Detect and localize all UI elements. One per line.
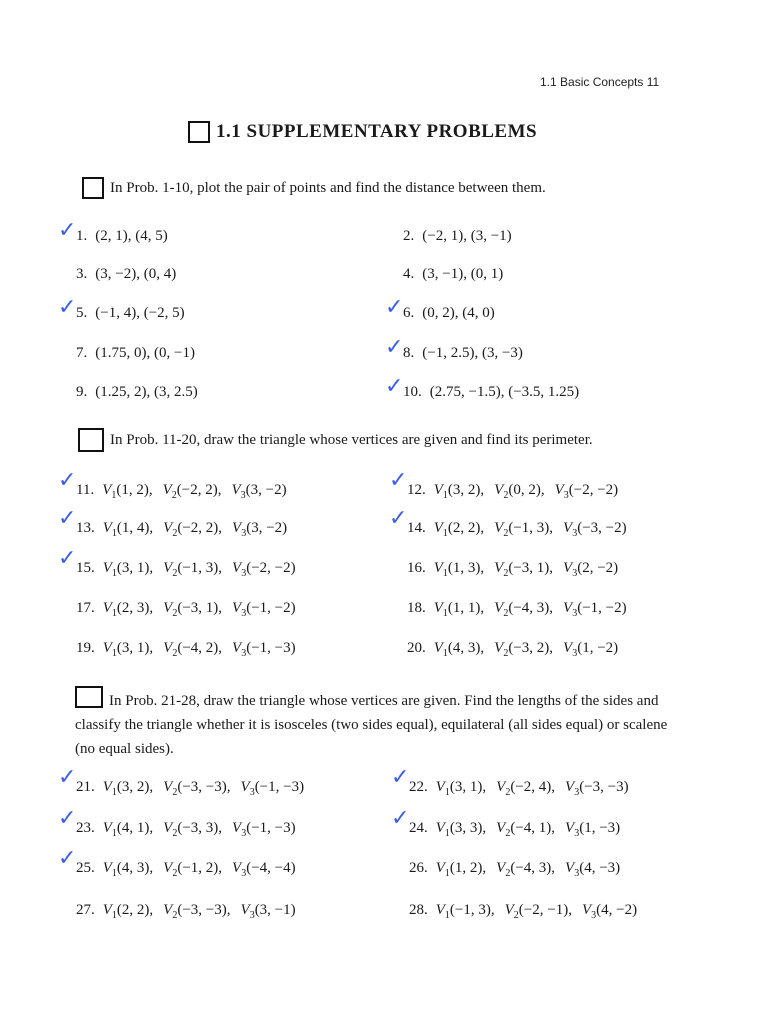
vertex-point: (1, −3) (579, 820, 621, 836)
problem-item (403, 345, 523, 362)
vertex-point: (3, 3), (449, 820, 487, 836)
vertex-point: (3, −2) (245, 482, 287, 498)
check-mark-icon: ✓ (389, 468, 408, 493)
vertex-subscript: 1 (444, 828, 450, 839)
problem-points: (−1, 4), (−2, 5) (95, 305, 185, 321)
vertex-point: (−3, −3), (177, 902, 231, 918)
vertex-subscript: 1 (444, 868, 450, 879)
vertex-point: (−4, −4) (246, 860, 296, 876)
vertex-symbol: $V_3$ (232, 820, 247, 839)
vertex-subscript: 1 (111, 528, 117, 539)
vertex-subscript: 3 (249, 787, 255, 798)
vertex-subscript: 2 (172, 528, 178, 539)
vertex-point: (−4, 3), (508, 600, 554, 616)
vertex-symbol: $V_1$ (433, 520, 448, 539)
vertex-subscript: 2 (172, 828, 178, 839)
check-mark-icon: ✓ (389, 506, 408, 531)
vertex-symbol: $V_3$ (232, 860, 247, 879)
vertex-point: (1, −2) (577, 640, 619, 656)
vertex-subscript: 3 (574, 787, 580, 798)
vertex-symbol: $V_1$ (435, 902, 450, 921)
vertex-subscript: 1 (111, 910, 117, 921)
problem-item (407, 560, 618, 579)
vertex-symbol: $V_3$ (565, 860, 580, 879)
problem-item (76, 384, 198, 401)
vertex-point: (1, 4), (116, 520, 154, 536)
vertex-subscript: 2 (505, 787, 511, 798)
check-mark-icon: ✓ (58, 846, 77, 871)
vertex-subscript: 3 (572, 528, 578, 539)
vertex-subscript: 2 (505, 868, 511, 879)
vertex-symbol: $V_1$ (102, 860, 117, 879)
vertex-point: (2, −2) (577, 560, 619, 576)
vertex-point: (4, −3) (579, 860, 621, 876)
vertex-subscript: 2 (505, 828, 511, 839)
vertex-symbol: $V_1$ (435, 779, 450, 798)
problem-item (76, 482, 287, 501)
vertex-point: (1, 3), (447, 560, 485, 576)
problem-item (76, 902, 296, 921)
problem-item (76, 860, 296, 879)
vertex-symbol: $V_1$ (433, 640, 448, 659)
vertex-subscript: 3 (241, 828, 247, 839)
vertex-point: (3, 1), (116, 560, 154, 576)
problem-item (409, 820, 620, 839)
vertex-point: (−3, −2) (577, 520, 627, 536)
problem-item (76, 640, 296, 659)
vertex-point: (2, 3), (116, 600, 154, 616)
vertex-symbol: $V_2$ (496, 779, 511, 798)
vertex-point: (−1, 2), (177, 860, 223, 876)
vertex-point: (−1, −3) (254, 779, 305, 795)
problem-number: 8. (403, 345, 415, 361)
vertex-point: (4, −2) (596, 902, 638, 918)
vertex-point: (−2, −2) (568, 482, 619, 498)
vertex-subscript: 1 (111, 868, 117, 879)
vertex-point: (−1, −3) (246, 640, 296, 656)
vertex-subscript: 3 (241, 528, 247, 539)
check-mark-icon: ✓ (58, 295, 77, 320)
vertex-subscript: 2 (172, 648, 178, 659)
vertex-point: (−1, 3), (449, 902, 495, 918)
problem-points: (−1, 2.5), (3, −3) (422, 345, 523, 361)
problem-number: 12. (407, 482, 426, 498)
vertex-subscript: 2 (503, 528, 509, 539)
checkbox-icon (188, 121, 210, 143)
problem-item (76, 228, 168, 245)
problem-number: 18. (407, 600, 426, 616)
vertex-symbol: $V_3$ (565, 779, 580, 798)
vertex-symbol: $V_1$ (102, 902, 117, 921)
vertex-subscript: 1 (442, 648, 448, 659)
problem-item (407, 600, 627, 619)
vertex-subscript: 3 (563, 490, 569, 501)
problem-item (76, 305, 185, 322)
vertex-point: (−3, −3), (177, 779, 231, 795)
vertex-point: (4, 3), (447, 640, 485, 656)
problem-number: 26. (409, 860, 428, 876)
vertex-point: (−1, 3), (508, 520, 554, 536)
vertex-subscript: 1 (442, 608, 448, 619)
checkbox-icon (78, 428, 104, 452)
vertex-symbol: $V_2$ (163, 640, 178, 659)
vertex-symbol: $V_1$ (433, 560, 448, 579)
vertex-point: (−2, 2), (176, 482, 222, 498)
vertex-symbol: $V_2$ (163, 600, 178, 619)
title-text: 1.1 SUPPLEMENTARY PROBLEMS (216, 121, 538, 142)
vertex-point: (−2, −1), (518, 902, 572, 918)
vertex-point: (−3, 3), (177, 820, 223, 836)
problem-number: 4. (403, 266, 415, 282)
vertex-symbol: $V_3$ (240, 779, 255, 798)
check-mark-icon: ✓ (385, 295, 404, 320)
problem-number: 13. (76, 520, 95, 536)
problem-points: (−2, 1), (3, −1) (422, 228, 512, 244)
vertex-subscript: 1 (442, 528, 448, 539)
checkbox-icon (82, 177, 104, 199)
check-mark-icon: ✓ (58, 546, 77, 571)
problem-number: 23. (76, 820, 95, 836)
vertex-symbol: $V_3$ (231, 482, 246, 501)
vertex-subscript: 1 (111, 490, 117, 501)
vertex-point: (−4, 2), (177, 640, 223, 656)
vertex-point: (−3, 2), (508, 640, 554, 656)
vertex-symbol: $V_3$ (232, 600, 247, 619)
page-title (188, 121, 537, 143)
check-mark-icon: ✓ (385, 374, 404, 399)
vertex-subscript: 3 (574, 828, 580, 839)
vertex-symbol: $V_2$ (494, 640, 509, 659)
problem-number: 5. (76, 305, 88, 321)
vertex-symbol: $V_1$ (102, 560, 117, 579)
vertex-symbol: $V_2$ (494, 560, 509, 579)
vertex-subscript: 2 (171, 490, 177, 501)
problem-item (409, 779, 629, 798)
problem-points: (3, −2), (0, 4) (95, 266, 177, 282)
vertex-symbol: $V_3$ (563, 640, 578, 659)
vertex-symbol: $V_1$ (102, 482, 117, 501)
vertex-subscript: 1 (444, 787, 450, 798)
vertex-point: (2, 2), (116, 902, 154, 918)
problem-number: 2. (403, 228, 415, 244)
problem-number: 16. (407, 560, 426, 576)
vertex-subscript: 3 (572, 568, 578, 579)
problem-points: (0, 2), (4, 0) (422, 305, 495, 321)
problem-item (76, 345, 195, 362)
vertex-symbol: $V_1$ (102, 640, 117, 659)
vertex-subscript: 2 (172, 787, 178, 798)
problem-number: 3. (76, 266, 88, 282)
vertex-subscript: 1 (442, 568, 448, 579)
problem-number: 1. (76, 228, 88, 244)
vertex-symbol: $V_3$ (563, 560, 578, 579)
problem-number: 14. (407, 520, 426, 536)
vertex-subscript: 3 (241, 608, 247, 619)
problem-item (403, 384, 579, 401)
problem-points: (3, −1), (0, 1) (422, 266, 504, 282)
problem-item (76, 520, 287, 539)
problem-item (76, 820, 296, 839)
vertex-subscript: 1 (111, 787, 117, 798)
vertex-symbol: $V_2$ (163, 520, 178, 539)
vertex-point: (3, 1), (116, 640, 154, 656)
vertex-point: (−2, 2), (177, 520, 223, 536)
problem-number: 28. (409, 902, 428, 918)
section-1-instruction: In Prob. 1-10, plot the pair of points and find the distance between them. (82, 176, 546, 200)
problem-item (407, 520, 627, 539)
vertex-point: (−1, −2) (246, 600, 296, 616)
vertex-point: (−1, −2) (577, 600, 627, 616)
problem-number: 15. (76, 560, 95, 576)
problem-number: 7. (76, 345, 88, 361)
running-head: 1.1 Basic Concepts 11 (540, 75, 660, 89)
vertex-subscript: 2 (513, 910, 519, 921)
vertex-subscript: 3 (574, 868, 580, 879)
check-mark-icon: ✓ (58, 506, 77, 531)
vertex-point: (3, −1) (254, 902, 296, 918)
problem-item (76, 600, 296, 619)
problem-number: 10. (403, 384, 422, 400)
problem-number: 6. (403, 305, 415, 321)
vertex-symbol: $V_3$ (232, 520, 247, 539)
problem-number: 9. (76, 384, 88, 400)
vertex-symbol: $V_1$ (102, 779, 117, 798)
vertex-symbol: $V_2$ (494, 482, 509, 501)
problem-points: (1.25, 2), (3, 2.5) (95, 384, 198, 400)
problem-number: 11. (76, 482, 95, 498)
vertex-point: (4, 3), (116, 860, 154, 876)
problem-item (403, 228, 512, 245)
vertex-symbol: $V_2$ (496, 820, 511, 839)
problem-number: 19. (76, 640, 95, 656)
problem-item (76, 560, 296, 579)
vertex-subscript: 1 (111, 608, 117, 619)
check-mark-icon: ✓ (385, 335, 404, 360)
vertex-point: (1, 2), (116, 482, 153, 498)
check-mark-icon: ✓ (58, 468, 77, 493)
problem-number: 17. (76, 600, 95, 616)
vertex-point: (−4, 3), (510, 860, 556, 876)
vertex-point: (0, 2), (508, 482, 545, 498)
problem-number: 25. (76, 860, 95, 876)
vertex-point: (−1, −3) (246, 820, 296, 836)
vertex-subscript: 2 (503, 490, 509, 501)
check-mark-icon: ✓ (391, 765, 410, 790)
vertex-symbol: $V_3$ (563, 600, 578, 619)
vertex-symbol: $V_2$ (163, 820, 178, 839)
check-mark-icon: ✓ (58, 765, 77, 790)
vertex-point: (−3, 1), (508, 560, 554, 576)
vertex-subscript: 2 (172, 608, 178, 619)
vertex-subscript: 2 (503, 568, 509, 579)
vertex-subscript: 2 (503, 608, 509, 619)
vertex-subscript: 1 (111, 568, 117, 579)
vertex-point: (−2, −2) (246, 560, 296, 576)
vertex-symbol: $V_2$ (494, 520, 509, 539)
vertex-symbol: $V_1$ (433, 482, 448, 501)
vertex-subscript: 3 (241, 648, 247, 659)
vertex-symbol: $V_3$ (581, 902, 597, 921)
checkbox-icon (75, 686, 103, 708)
section-3-instruction: In Prob. 21-28, draw the triangle whose vertices are given. Find the lengths of the sides and classify the triangle whether it is isosceles (two sides equal), equilateral (all sides equal) or scalene (no equal sides). (75, 686, 687, 761)
problem-item (409, 860, 620, 879)
vertex-symbol: $V_1$ (102, 600, 117, 619)
vertex-symbol: $V_1$ (102, 520, 117, 539)
vertex-subscript: 3 (241, 868, 247, 879)
problem-item (76, 266, 176, 283)
vertex-symbol: $V_3$ (240, 902, 255, 921)
check-mark-icon: ✓ (58, 218, 77, 243)
problem-item (403, 305, 495, 322)
vertex-symbol: $V_3$ (232, 560, 247, 579)
vertex-subscript: 1 (111, 648, 117, 659)
vertex-point: (3, 1), (449, 779, 487, 795)
vertex-symbol: $V_2$ (163, 779, 178, 798)
vertex-point: (−3, −3) (579, 779, 629, 795)
vertex-subscript: 3 (591, 910, 597, 921)
problem-number: 20. (407, 640, 426, 656)
vertex-subscript: 1 (442, 490, 448, 501)
vertex-symbol: $V_1$ (435, 860, 450, 879)
vertex-point: (1, 1), (447, 600, 485, 616)
problem-points: (2.75, −1.5), (−3.5, 1.25) (429, 384, 580, 400)
vertex-subscript: 3 (572, 608, 578, 619)
vertex-point: (−3, 1), (177, 600, 223, 616)
vertex-symbol: $V_2$ (496, 860, 511, 879)
section-2-instruction: In Prob. 11-20, draw the triangle whose vertices are given and find its perimeter. (78, 428, 593, 452)
vertex-symbol: $V_2$ (162, 482, 177, 501)
vertex-subscript: 3 (241, 568, 247, 579)
vertex-symbol: $V_3$ (565, 820, 580, 839)
vertex-symbol: $V_2$ (163, 902, 178, 921)
vertex-point: (−1, 3), (177, 560, 223, 576)
problem-number: 27. (76, 902, 95, 918)
vertex-symbol: $V_2$ (494, 600, 509, 619)
vertex-subscript: 1 (111, 828, 117, 839)
vertex-symbol: $V_2$ (163, 860, 178, 879)
vertex-symbol: $V_3$ (554, 482, 569, 501)
vertex-subscript: 2 (172, 568, 178, 579)
vertex-point: (1, 2), (449, 860, 487, 876)
vertex-point: (−2, 4), (510, 779, 556, 795)
check-mark-icon: ✓ (58, 806, 77, 831)
vertex-symbol: $V_1$ (433, 600, 448, 619)
vertex-symbol: $V_3$ (563, 520, 578, 539)
vertex-subscript: 2 (172, 868, 178, 879)
vertex-subscript: 2 (503, 648, 509, 659)
problem-item (407, 640, 618, 659)
vertex-symbol: $V_2$ (163, 560, 178, 579)
vertex-subscript: 3 (249, 910, 255, 921)
vertex-subscript: 1 (444, 910, 450, 921)
problem-number: 24. (409, 820, 428, 836)
problem-item (409, 902, 637, 921)
vertex-symbol: $V_2$ (504, 902, 519, 921)
vertex-subscript: 2 (172, 910, 178, 921)
problem-points: (2, 1), (4, 5) (95, 228, 168, 244)
vertex-point: (3, 2), (447, 482, 485, 498)
vertex-subscript: 3 (572, 648, 578, 659)
problem-item (403, 266, 503, 283)
vertex-point: (−4, 1), (510, 820, 556, 836)
vertex-point: (2, 2), (447, 520, 485, 536)
problem-points: (1.75, 0), (0, −1) (95, 345, 195, 361)
check-mark-icon: ✓ (391, 806, 410, 831)
vertex-point: (4, 1), (116, 820, 154, 836)
problem-item (407, 482, 618, 501)
problem-number: 22. (409, 779, 428, 795)
vertex-symbol: $V_1$ (435, 820, 450, 839)
vertex-point: (3, −2) (246, 520, 288, 536)
vertex-subscript: 3 (240, 490, 246, 501)
problem-number: 21. (76, 779, 95, 795)
vertex-symbol: $V_1$ (102, 820, 117, 839)
problem-item (76, 779, 304, 798)
vertex-symbol: $V_3$ (232, 640, 247, 659)
vertex-point: (3, 2), (116, 779, 154, 795)
